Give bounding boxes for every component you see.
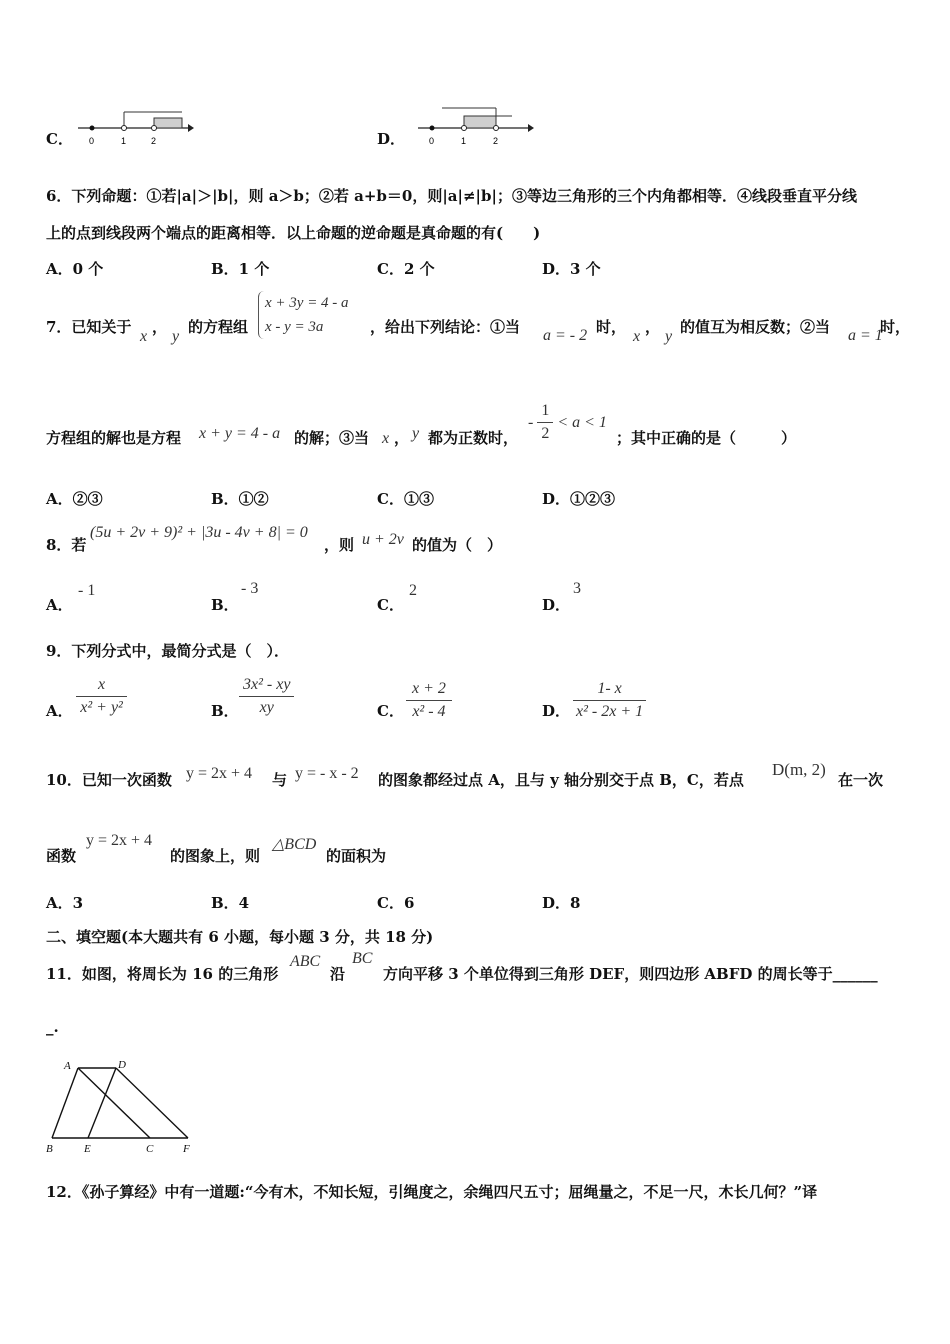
q8-mid: ，则 xyxy=(324,536,355,554)
q8-option-c-value: 2 xyxy=(409,582,417,599)
q7-prefix: 7．已知关于 xyxy=(46,318,132,336)
q9-a-denominator: x² + y² xyxy=(80,699,123,716)
q10-option-b[interactable]: B．4 xyxy=(211,894,250,912)
q10-mid: 的图象都经过点 A，且与 y 轴分别交于点 B，C，若点 xyxy=(378,771,744,789)
q10-function1: y = 2x + 4 xyxy=(186,765,253,782)
q9-option-b-label[interactable]: B． xyxy=(211,702,239,720)
q7-text-a: ，给出下列结论：①当 xyxy=(370,318,521,336)
q9-a-numerator: x xyxy=(76,676,127,697)
q10-option-c[interactable]: C．6 xyxy=(377,894,415,912)
q9-d-numerator: 1- x xyxy=(573,680,645,701)
q5-option-c-label: C． xyxy=(46,130,73,148)
q10-option-a[interactable]: A．3 xyxy=(46,894,84,912)
q7-ineq-minus: - xyxy=(528,413,534,431)
q7-comma: ， xyxy=(152,318,168,336)
q10-prefix: 10．已知一次函数 xyxy=(46,771,172,789)
q6-option-a[interactable]: A．0 个 xyxy=(46,260,104,278)
q7-line2-b: 的解；③当 xyxy=(294,429,370,447)
q5-c-tick: 2 xyxy=(151,136,157,146)
q11-figure xyxy=(40,1054,210,1158)
q9-d-denominator: x² - 2x + 1 xyxy=(576,703,644,720)
q8-option-d-label[interactable]: D． xyxy=(542,596,571,614)
q8-option-b-label[interactable]: B． xyxy=(211,596,239,614)
q11-fig-label-c: C xyxy=(146,1143,154,1155)
q5-option-d-label: D． xyxy=(377,130,406,148)
q7-equation-system xyxy=(258,291,349,339)
q9-option-c-label[interactable]: C． xyxy=(377,702,404,720)
q9-stem: 9．下列分式中，最简分式是（ ）． xyxy=(46,642,289,660)
q7-cond2: a = 1 xyxy=(848,327,883,344)
q7-var-x: x xyxy=(140,328,148,345)
q10-tail: 在一次 xyxy=(838,771,884,789)
q5-option-d-numberline xyxy=(416,104,538,150)
q6-option-b[interactable]: B．1 个 xyxy=(211,260,270,278)
q10-option-d[interactable]: D．8 xyxy=(542,894,581,912)
q9-c-denominator: x² - 4 xyxy=(412,703,446,720)
q9-b-numerator: 3x² - xy xyxy=(239,676,294,697)
q11-bc: BC xyxy=(352,950,373,967)
q11-prefix: 11．如图，将周长为 16 的三角形 xyxy=(46,965,279,983)
q7-line2-c: 都为正数时， xyxy=(428,429,519,447)
q11-fig-label-b: B xyxy=(46,1143,53,1155)
q8-option-d-value: 3 xyxy=(573,580,581,597)
q5-d-tick: 1 xyxy=(461,136,467,146)
q9-option-a-fraction xyxy=(76,676,127,717)
q6-stem-line1: 6．下列命题：①若|a|＞|b|，则 a＞b；②若 a+b＝0，则|a|≠|b|；③等边三角形的三个内角都相等．④线段垂直平分线 xyxy=(46,187,857,205)
q8-expression: (5u + 2v + 9)² + |3u - 4v + 8| = 0 xyxy=(90,524,308,541)
q7-var-y: y xyxy=(172,328,180,345)
q8-target: u + 2v xyxy=(362,531,404,548)
q7-var-x: x xyxy=(633,328,641,345)
q8-option-b-value: - 3 xyxy=(241,580,259,597)
q6-option-d[interactable]: D．3 个 xyxy=(542,260,601,278)
q7-option-b[interactable]: B．①② xyxy=(211,490,269,508)
q10-line2-b: 的图象上，则 xyxy=(170,847,261,865)
q8-option-a-label[interactable]: A． xyxy=(46,596,73,614)
q7-cond1: a = - 2 xyxy=(543,327,588,344)
q5-c-tick: 1 xyxy=(121,136,127,146)
q7-ineq-fraction xyxy=(537,402,553,443)
q7-line2-a: 方程组的解也是方程 xyxy=(46,429,182,447)
q7-comma: ， xyxy=(645,318,661,336)
q9-option-b-fraction xyxy=(239,676,294,717)
q7-text-b: 时， xyxy=(596,318,627,336)
q5-option-c-numberline xyxy=(76,108,196,150)
q7-comma: ， xyxy=(394,429,410,447)
q10-and: 与 xyxy=(272,771,288,789)
q7-option-c[interactable]: C．①③ xyxy=(377,490,434,508)
q7-option-d[interactable]: D．①②③ xyxy=(542,490,616,508)
q6-stem-line2: 上的点到线段两个端点的距离相等．以上命题的逆命题是真命题的有( ) xyxy=(46,224,541,242)
q7-option-a[interactable]: A．②③ xyxy=(46,490,103,508)
q10-function2: y = - x - 2 xyxy=(295,765,359,782)
q7-eq1: x + 3y = 4 - a xyxy=(265,295,349,311)
q7-inequality xyxy=(528,402,607,443)
q11-fig-label-d: D xyxy=(118,1059,126,1071)
q10-point-d: D(m, 2) xyxy=(772,760,826,779)
q9-b-denominator: xy xyxy=(259,699,274,716)
q11-line2: _. xyxy=(46,1018,59,1036)
q7-text-d: 时， xyxy=(880,318,911,336)
q7-eq2: x - y = 3a xyxy=(265,319,324,335)
q11-fig-label-a: A xyxy=(64,1060,71,1072)
q11-along: 沿 xyxy=(330,965,346,983)
q9-option-d-label[interactable]: D． xyxy=(542,702,571,720)
q7-eq3: x + y = 4 - a xyxy=(199,425,281,442)
q11-tail: 方向平移 3 个单位得到三角形 DEF，则四边形 ABFD 的周长等于______ xyxy=(383,965,878,983)
q7-system-label: 的方程组 xyxy=(188,318,249,336)
q6-option-c[interactable]: C．2 个 xyxy=(377,260,435,278)
q11-abc: ABC xyxy=(290,953,321,970)
q11-fig-label-e: E xyxy=(84,1143,91,1155)
q7-var-y: y xyxy=(665,328,673,345)
q5-d-tick: 0 xyxy=(429,136,435,146)
q7-text-c: 的值互为相反数；②当 xyxy=(680,318,831,336)
q9-option-d-fraction xyxy=(572,680,647,721)
q8-prefix: 8．若 xyxy=(46,536,87,554)
q9-option-a-label[interactable]: A． xyxy=(46,702,73,720)
section-2-heading: 二、填空题(本大题共有 6 小题，每小题 3 分，共 18 分) xyxy=(46,928,434,946)
q10-line2-a: 函数 xyxy=(46,847,77,865)
q12-stem: 12．《孙子算经》中有一道题:“今有木，不知长短，引绳度之，余绳四尺五寸；屈绳量之，不足一尺，木长几何？”译 xyxy=(46,1183,818,1201)
q7-var-x: x xyxy=(382,430,390,447)
q8-option-c-label[interactable]: C． xyxy=(377,596,404,614)
q7-ineq-rest: < a < 1 xyxy=(557,413,607,431)
q7-ineq-num: 1 xyxy=(537,402,553,423)
q11-fig-label-f: F xyxy=(183,1143,190,1155)
q5-c-tick: 0 xyxy=(89,136,95,146)
q7-line2-d: ；其中正确的是（ ） xyxy=(616,429,797,447)
q10-function1: y = 2x + 4 xyxy=(86,832,153,849)
q7-ineq-den: 2 xyxy=(541,425,550,442)
q5-d-tick: 2 xyxy=(493,136,499,146)
q8-option-a-value: - 1 xyxy=(78,582,96,599)
q9-option-c-fraction xyxy=(406,680,452,721)
q9-c-numerator: x + 2 xyxy=(406,680,452,701)
q10-triangle: △BCD xyxy=(272,836,317,853)
q10-line2-c: 的面积为 xyxy=(326,847,387,865)
q7-var-y: y xyxy=(412,425,420,442)
q8-suffix: 的值为（ ） xyxy=(412,536,503,554)
